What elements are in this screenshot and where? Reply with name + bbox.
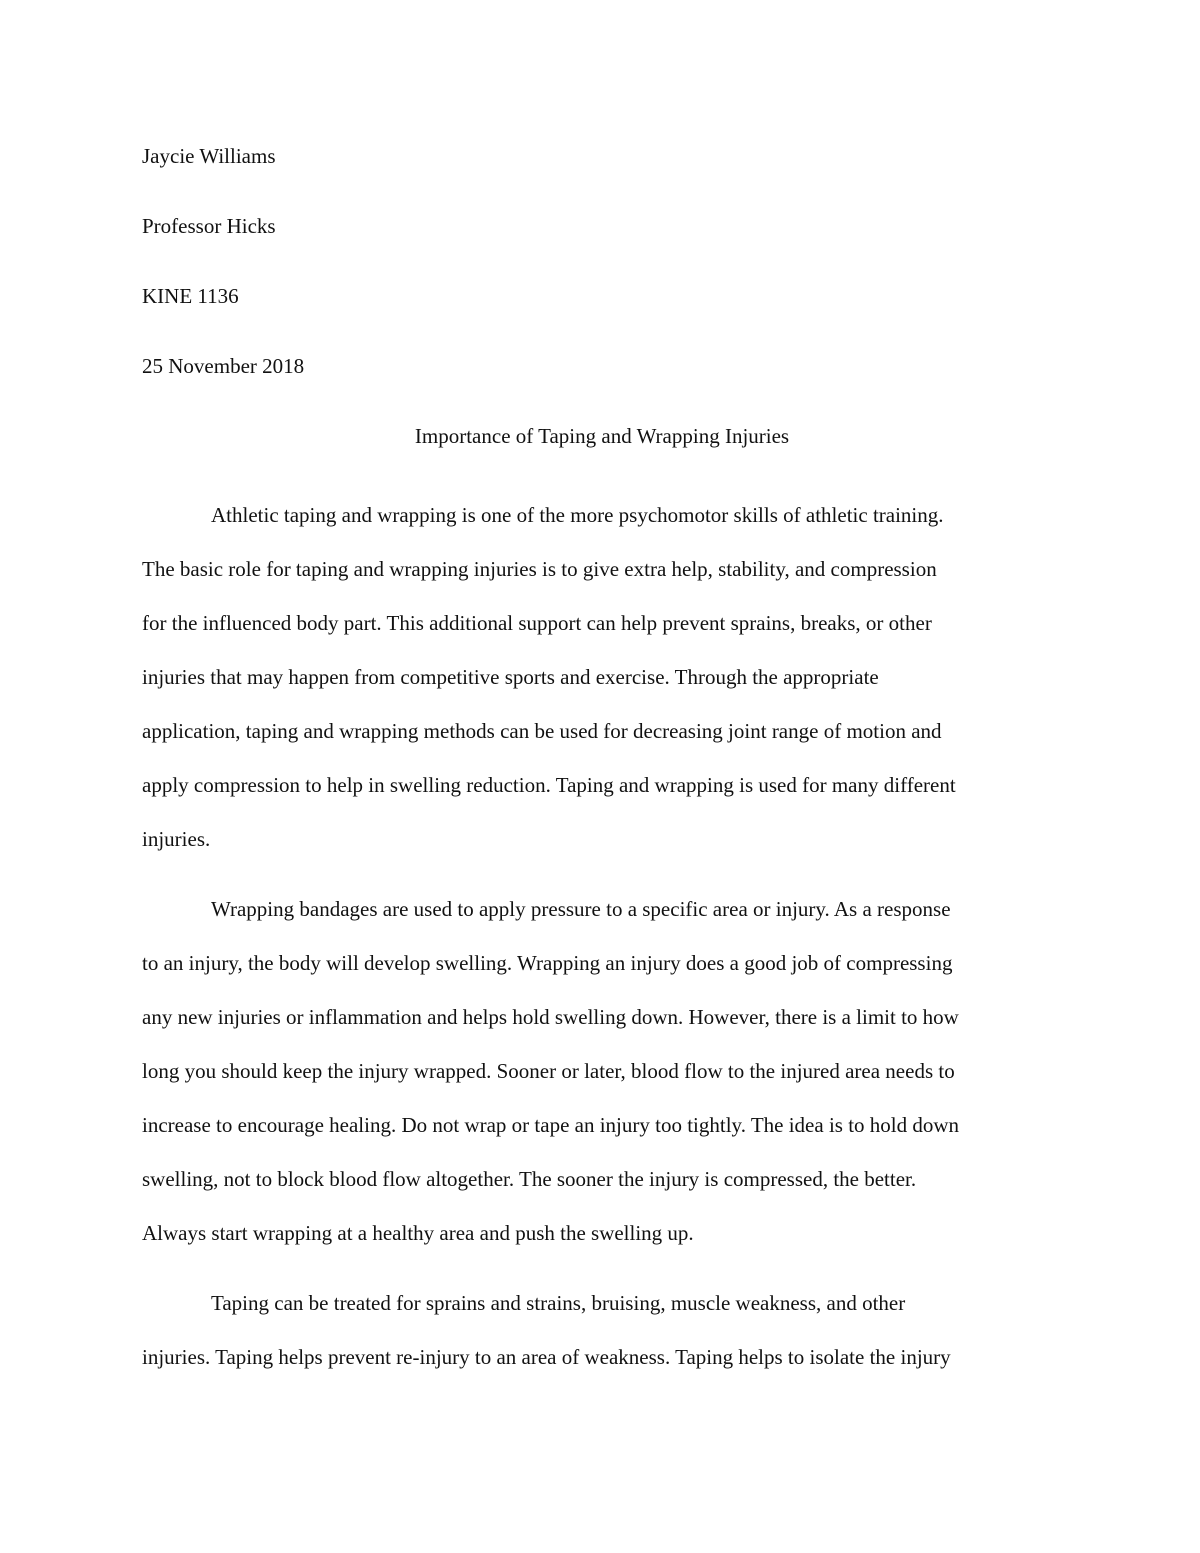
paragraph-1	[142, 488, 1062, 866]
document-title: Importance of Taping and Wrapping Injuries	[414, 424, 790, 448]
paragraph-line: any new injuries or inflammation and helps hold swelling down. However, there is a limit to how	[142, 1005, 959, 1029]
paragraph-line: long you should keep the injury wrapped. Sooner or later, blood flow to the injured area needs to	[142, 1059, 955, 1083]
paragraph-line: The basic role for taping and wrapping injuries is to give extra help, stability, and compression	[142, 557, 937, 581]
paragraph-line: swelling, not to block blood flow altogether. The sooner the injury is compressed, the better.	[142, 1167, 917, 1191]
paragraph-line: Athletic taping and wrapping is one of the more psychomotor skills of athletic training.	[211, 503, 944, 527]
document-body	[142, 138, 1062, 1384]
paragraph-3	[142, 1276, 1062, 1384]
paragraph-line: to an injury, the body will develop swelling. Wrapping an injury does a good job of compressing	[142, 951, 953, 975]
paragraph-line: increase to encourage healing. Do not wrap or tape an injury too tightly. The idea is to hold down	[142, 1113, 960, 1137]
document-date: 25 November 2018	[142, 354, 305, 378]
paragraph-line: Wrapping bandages are used to apply pressure to a specific area or injury. As a response	[211, 897, 951, 921]
paragraph-line: Taping can be treated for sprains and strains, bruising, muscle weakness, and other	[211, 1291, 906, 1315]
paragraph-line: injuries. Taping helps prevent re-injury to an area of weakness. Taping helps to isolate the injury	[142, 1345, 951, 1369]
paragraph-line: Always start wrapping at a healthy area and push the swelling up.	[142, 1221, 694, 1245]
paragraph-line: injuries that may happen from competitive sports and exercise. Through the appropriate	[142, 665, 879, 689]
paragraph-line: injuries.	[142, 827, 211, 851]
paragraph-line: apply compression to help in swelling reduction. Taping and wrapping is used for many different	[142, 773, 956, 797]
paragraph-2	[142, 882, 1062, 1260]
instructor-name: Professor Hicks	[142, 214, 276, 238]
course-code: KINE 1136	[142, 284, 239, 308]
paragraph-line: application, taping and wrapping methods can be used for decreasing joint range of motion and	[142, 719, 942, 743]
paragraph-line: for the influenced body part. This additional support can help prevent sprains, breaks, or other	[142, 611, 932, 635]
author-name: Jaycie Williams	[142, 144, 276, 168]
